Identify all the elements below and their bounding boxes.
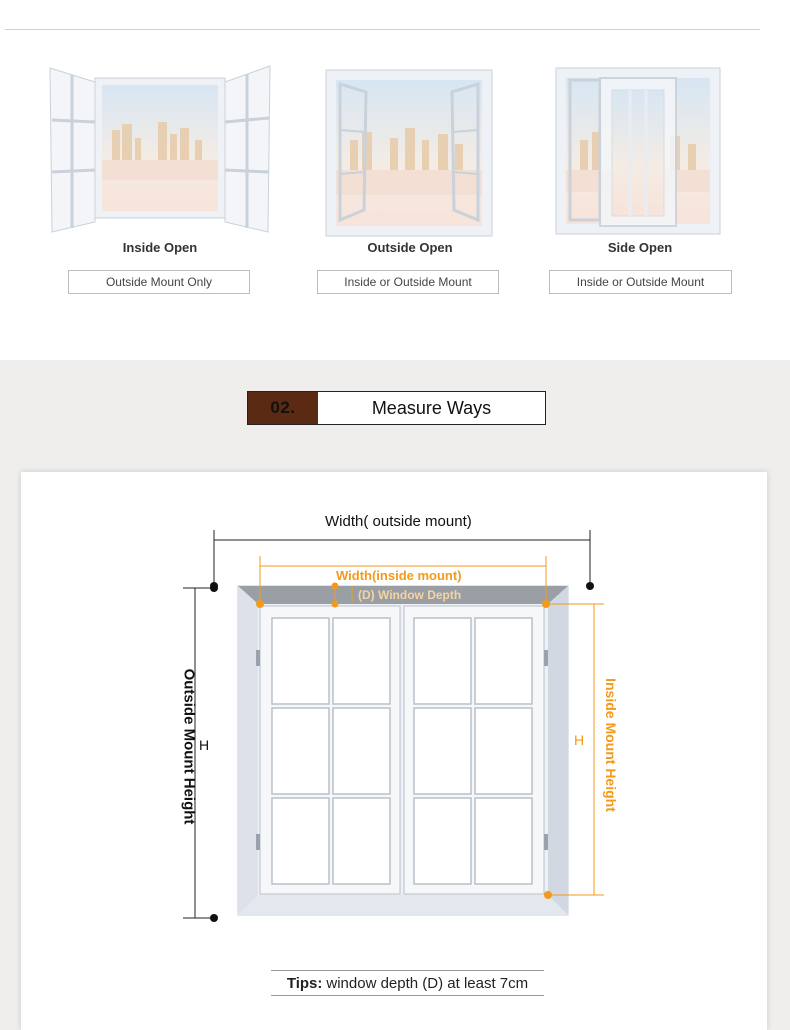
window-depth-label: (D) Window Depth: [358, 588, 462, 602]
window-type-label: Outside Open: [367, 240, 453, 255]
window-type-label: Inside Open: [122, 240, 198, 255]
outside-mount-height-label: Outside Mount Height: [180, 668, 198, 825]
inside-width-label: Width(inside mount): [336, 568, 462, 583]
outside-height-h-label: H: [199, 737, 210, 753]
mount-option-badge: Outside Mount Only: [68, 270, 250, 294]
mount-option-badge: Inside or Outside Mount: [317, 270, 499, 294]
mount-option-badge: Inside or Outside Mount: [549, 270, 732, 294]
window-type-label: Side Open: [607, 240, 673, 255]
inside-height-h-label: H: [574, 732, 585, 748]
tips-bar: [271, 970, 544, 996]
tips-label: Tips:: [286, 974, 323, 992]
inside-mount-height-label: Inside Mount Height: [603, 678, 619, 812]
section-number: 02.: [248, 392, 318, 424]
section-title: Measure Ways: [371, 397, 492, 418]
outside-width-label: Width( outside mount): [325, 513, 472, 530]
tips-text: window depth (D) at least 7cm: [326, 974, 529, 992]
